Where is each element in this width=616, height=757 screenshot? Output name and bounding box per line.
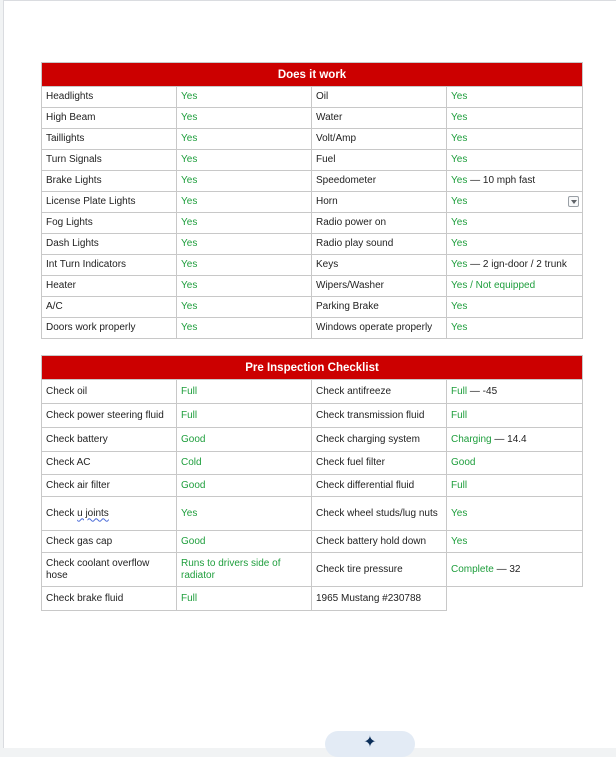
item-value[interactable] — [447, 553, 583, 587]
item-label[interactable]: Speedometer — [312, 171, 447, 192]
value-note: — 32 — [493, 563, 521, 575]
item-label[interactable]: Taillights — [42, 129, 177, 150]
item-label[interactable]: Int Turn Indicators — [42, 255, 177, 276]
item-value[interactable]: Full — [177, 380, 312, 404]
item-value[interactable]: Good — [177, 475, 312, 497]
item-label[interactable]: Heater — [42, 276, 177, 297]
item-value[interactable]: Runs to drivers side of radiator — [177, 553, 312, 587]
value-status: Complete — [451, 563, 494, 575]
item-value[interactable]: Yes — [447, 497, 583, 531]
item-value[interactable]: Good — [177, 531, 312, 553]
document-page — [3, 0, 616, 751]
item-value[interactable]: Yes — [447, 531, 583, 553]
item-label[interactable]: Check gas cap — [42, 531, 177, 553]
item-label[interactable]: Turn Signals — [42, 150, 177, 171]
item-label[interactable]: Horn — [312, 192, 447, 213]
value-note: — -45 — [467, 385, 498, 397]
table-row — [42, 497, 583, 531]
item-value[interactable]: Yes — [177, 497, 312, 531]
value-status: Full — [451, 385, 468, 397]
table-row — [42, 171, 583, 192]
does-it-work-table — [41, 62, 583, 339]
item-value[interactable]: Full — [177, 404, 312, 428]
item-label[interactable]: Water — [312, 108, 447, 129]
table-row — [42, 150, 583, 171]
vehicle-id[interactable]: 1965 Mustang #230788 — [312, 587, 447, 611]
item-value[interactable] — [447, 255, 583, 276]
table-row — [42, 587, 583, 611]
table-row — [42, 428, 583, 452]
pre-inspection-table — [41, 355, 583, 611]
table-row — [42, 297, 583, 318]
item-label[interactable]: Keys — [312, 255, 447, 276]
item-label[interactable]: A/C — [42, 297, 177, 318]
item-label[interactable]: Check antifreeze — [312, 380, 447, 404]
item-value[interactable]: Yes — [447, 213, 583, 234]
item-value[interactable]: Full — [447, 475, 583, 497]
label-prefix: Check — [46, 507, 78, 519]
item-value[interactable]: Yes — [177, 129, 312, 150]
item-value[interactable] — [447, 171, 583, 192]
item-value[interactable]: Good — [177, 428, 312, 452]
item-value[interactable]: Yes — [447, 108, 583, 129]
table-row — [42, 213, 583, 234]
table-row — [42, 129, 583, 150]
item-value[interactable]: Yes — [177, 171, 312, 192]
item-value-dropdown[interactable] — [447, 192, 583, 213]
sparkle-icon: ✦ — [363, 734, 377, 751]
item-label[interactable]: Dash Lights — [42, 234, 177, 255]
dropdown-value: Yes — [451, 196, 468, 207]
item-value[interactable]: Yes — [177, 234, 312, 255]
item-label[interactable]: Check tire pressure — [312, 553, 447, 587]
item-value[interactable]: Yes — [447, 129, 583, 150]
item-label[interactable]: Check wheel studs/lug nuts — [312, 497, 447, 531]
item-value[interactable]: Good — [447, 452, 583, 475]
table-row — [42, 452, 583, 475]
item-label[interactable]: Volt/Amp — [312, 129, 447, 150]
item-label[interactable]: Windows operate properly — [312, 318, 447, 339]
item-value[interactable]: Yes / Not equipped — [447, 276, 583, 297]
table-row — [42, 234, 583, 255]
item-value[interactable]: Yes — [177, 213, 312, 234]
table-title: Does it work — [42, 63, 583, 87]
item-value[interactable]: Cold — [177, 452, 312, 475]
value-status: Charging — [451, 433, 492, 445]
item-value[interactable] — [447, 380, 583, 404]
dropdown-arrow-icon[interactable] — [568, 196, 579, 207]
item-label[interactable]: Fuel — [312, 150, 447, 171]
item-label[interactable]: High Beam — [42, 108, 177, 129]
item-label[interactable]: License Plate Lights — [42, 192, 177, 213]
item-value[interactable]: Yes — [177, 87, 312, 108]
sparkle-button[interactable] — [325, 731, 415, 757]
value-status: Yes — [451, 259, 468, 270]
item-label[interactable]: Wipers/Washer — [312, 276, 447, 297]
item-label[interactable]: Check battery — [42, 428, 177, 452]
item-label[interactable]: Check oil — [42, 380, 177, 404]
item-value[interactable]: Yes — [177, 255, 312, 276]
item-value[interactable]: Yes — [447, 297, 583, 318]
item-label[interactable]: Parking Brake — [312, 297, 447, 318]
item-value[interactable]: Full — [177, 587, 312, 611]
item-value[interactable] — [447, 428, 583, 452]
table-row — [42, 255, 583, 276]
table-row — [42, 192, 583, 213]
item-label[interactable]: Oil — [312, 87, 447, 108]
item-value[interactable]: Yes — [447, 234, 583, 255]
table-row — [42, 380, 583, 404]
item-value[interactable]: Yes — [447, 87, 583, 108]
item-label[interactable]: Check charging system — [312, 428, 447, 452]
item-value[interactable]: Yes — [177, 108, 312, 129]
item-value[interactable]: Yes — [177, 318, 312, 339]
item-label[interactable]: Check battery hold down — [312, 531, 447, 553]
table-row — [42, 531, 583, 553]
item-label[interactable]: Brake Lights — [42, 171, 177, 192]
item-label[interactable]: Check fuel filter — [312, 452, 447, 475]
item-value[interactable]: Yes — [447, 150, 583, 171]
item-label[interactable]: Check air filter — [42, 475, 177, 497]
table-row — [42, 475, 583, 497]
item-label[interactable]: Check transmission fluid — [312, 404, 447, 428]
item-label[interactable]: Doors work properly — [42, 318, 177, 339]
item-label[interactable]: Fog Lights — [42, 213, 177, 234]
item-value[interactable]: Yes — [177, 192, 312, 213]
item-label[interactable]: Radio power on — [312, 213, 447, 234]
item-label[interactable]: Check AC — [42, 452, 177, 475]
item-label[interactable]: Check power steering fluid — [42, 404, 177, 428]
table-title: Pre Inspection Checklist — [42, 356, 583, 380]
item-value[interactable]: Yes — [177, 150, 312, 171]
item-value[interactable]: Yes — [177, 276, 312, 297]
spellcheck-word[interactable]: u joints — [77, 507, 109, 519]
item-label[interactable]: Headlights — [42, 87, 177, 108]
value-note: — 14.4 — [491, 433, 527, 445]
table-row — [42, 404, 583, 428]
item-label[interactable] — [42, 497, 177, 531]
value-note: — 10 mph fast — [467, 175, 536, 186]
table-row — [42, 318, 583, 339]
table-row — [42, 553, 583, 587]
item-label[interactable]: Check brake fluid — [42, 587, 177, 611]
item-value[interactable]: Yes — [447, 318, 583, 339]
item-label[interactable]: Radio play sound — [312, 234, 447, 255]
table-row — [42, 276, 583, 297]
empty-cell — [447, 587, 583, 611]
table-row — [42, 87, 583, 108]
table-row — [42, 108, 583, 129]
item-value[interactable]: Full — [447, 404, 583, 428]
item-label[interactable]: Check differential fluid — [312, 475, 447, 497]
item-label[interactable]: Check coolant overflow hose — [42, 553, 177, 587]
value-status: Yes — [451, 175, 468, 186]
item-value[interactable]: Yes — [177, 297, 312, 318]
value-note: — 2 ign-door / 2 trunk — [467, 259, 567, 270]
